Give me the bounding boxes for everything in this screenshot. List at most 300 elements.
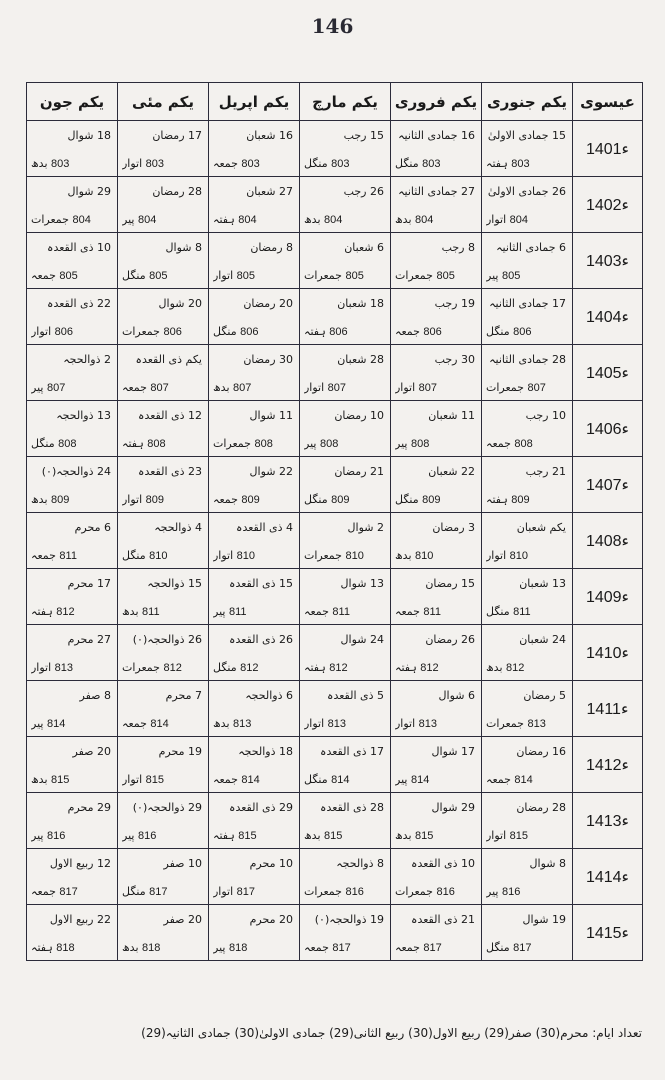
date-cell: [391, 737, 482, 793]
hijri-year-and-weekday: [304, 829, 384, 842]
hijri-year: 803: [511, 158, 530, 170]
table-row: [27, 177, 643, 233]
hijri-date: 17 ذی القعدہ: [320, 745, 384, 758]
weekday: جمعرات: [304, 549, 342, 562]
hijri-date: 4 ذوالحجہ: [154, 521, 202, 534]
hijri-year-and-weekday: [486, 829, 566, 842]
weekday: اتوار: [486, 829, 507, 842]
hijri-date: یکم ذی القعدہ: [135, 353, 202, 366]
hijri-year: 809: [422, 494, 441, 506]
date-cell: [482, 401, 573, 457]
hijri-year: 813: [418, 718, 438, 730]
hijri-date: 21 رمضان: [334, 465, 384, 478]
hijri-date: 7 محرم: [165, 689, 202, 702]
hijri-date: 28 ذی القعدہ: [320, 801, 384, 814]
weekday: ہفتہ: [304, 325, 326, 338]
hijri-year: 804: [509, 214, 529, 226]
date-cell: [118, 457, 209, 513]
date-cell: [300, 289, 391, 345]
hijri-year-and-weekday: [122, 213, 202, 226]
hijri-year: 816: [345, 886, 364, 898]
hijri-date: 29 شوال: [431, 801, 475, 814]
hijri-date: 10 صفر: [163, 857, 202, 870]
hijri-year-and-weekday: [304, 325, 384, 338]
hijri-date: 30 رمضان: [243, 353, 293, 366]
weekday: اتوار: [395, 717, 416, 730]
table-row: [27, 345, 643, 401]
date-cell: [27, 513, 118, 569]
weekday: اتوار: [31, 325, 52, 338]
weekday: جمعرات: [304, 885, 342, 898]
hijri-year: 805: [236, 270, 256, 282]
date-cell: [391, 905, 482, 961]
weekday: منگل: [31, 437, 55, 450]
hijri-year-and-weekday: [304, 773, 384, 786]
hijri-year: 812: [329, 662, 348, 674]
hijri-year-and-weekday: [31, 885, 111, 898]
hijri-year: 808: [58, 438, 77, 450]
weekday: پیر: [486, 885, 499, 898]
weekday: منگل: [486, 605, 510, 618]
hijri-year-and-weekday: [31, 437, 111, 450]
weekday: پیر: [395, 773, 408, 786]
hijri-year: 815: [324, 830, 343, 842]
hijri-date: 12 ربیع الاول: [49, 857, 111, 870]
page-number: 146: [311, 14, 354, 38]
hijri-year: 803: [331, 158, 350, 170]
hijri-date: 15 رمضان: [425, 577, 475, 590]
date-cell: [209, 121, 300, 177]
date-cell: [391, 513, 482, 569]
date-cell: [391, 177, 482, 233]
hijri-date: 28 رمضان: [152, 185, 202, 198]
hijri-date: 10 ذی القعدہ: [47, 241, 111, 254]
hijri-year: 803: [241, 158, 260, 170]
date-cell: [209, 849, 300, 905]
hijri-year-and-weekday: [31, 157, 111, 170]
hijri-year-and-weekday: [122, 885, 202, 898]
hijri-date: 24 شوال: [340, 633, 384, 646]
hijri-year-and-weekday: [31, 717, 111, 730]
date-cell: [209, 289, 300, 345]
hijri-date: 13 شوال: [340, 577, 384, 590]
date-cell: [391, 849, 482, 905]
weekday: جمعہ: [395, 325, 420, 338]
date-cell: [391, 681, 482, 737]
weekday: اتوار: [304, 381, 325, 394]
weekday: بدھ: [213, 381, 230, 394]
date-cell: [391, 121, 482, 177]
hijri-year-and-weekday: [486, 269, 566, 282]
gregorian-year: 1414ء: [573, 849, 643, 905]
date-cell: [300, 457, 391, 513]
date-cell: [482, 345, 573, 401]
table-row: [27, 401, 643, 457]
hijri-year-and-weekday: [213, 381, 293, 394]
hijri-date: 10 ذی القعدہ: [411, 857, 475, 870]
hijri-year-and-weekday: [213, 773, 293, 786]
hijri-date: 18 شعبان: [337, 297, 384, 310]
date-cell: [118, 289, 209, 345]
date-cell: [118, 569, 209, 625]
hijri-year: 807: [46, 382, 66, 394]
hijri-year: 813: [233, 718, 252, 730]
weekday: منگل: [304, 773, 328, 786]
hijri-year-and-weekday: [395, 325, 475, 338]
weekday: بدھ: [31, 773, 48, 786]
hijri-year-and-weekday: [213, 437, 293, 450]
date-cell: [300, 905, 391, 961]
hijri-year: 803: [422, 158, 441, 170]
gregorian-year: 1404ء: [573, 289, 643, 345]
hijri-year-and-weekday: [304, 661, 384, 674]
hijri-date: 21 ذی القعدہ: [411, 913, 475, 926]
table-row: [27, 793, 643, 849]
date-cell: [118, 793, 209, 849]
hijri-year: 807: [233, 382, 252, 394]
weekday: ہفتہ: [486, 493, 508, 506]
weekday: بدھ: [395, 549, 412, 562]
hijri-year: 812: [240, 662, 259, 674]
table-row: [27, 457, 643, 513]
hijri-date: 19 رجب: [434, 297, 475, 310]
hijri-date: 2 شوال: [347, 521, 384, 534]
hijri-year-and-weekday: [486, 157, 566, 170]
hijri-date: 20 رمضان: [243, 297, 293, 310]
date-cell: [300, 793, 391, 849]
weekday: جمعہ: [486, 437, 511, 450]
gregorian-year: 1412ء: [573, 737, 643, 793]
hijri-date: 3 رمضان: [432, 521, 475, 534]
hijri-year-and-weekday: [31, 381, 111, 394]
weekday: پیر: [213, 941, 226, 954]
hijri-year-and-weekday: [213, 549, 293, 562]
weekday: اتوار: [304, 717, 325, 730]
hijri-year: 810: [236, 550, 256, 562]
hijri-date: 15 رجب: [343, 129, 384, 142]
hijri-year: 804: [415, 214, 434, 226]
hijri-year-and-weekday: [122, 437, 202, 450]
hijri-year-and-weekday: [122, 493, 202, 506]
date-cell: [118, 905, 209, 961]
date-cell: [482, 289, 573, 345]
column-header: یکم مئی: [118, 83, 209, 121]
date-cell: [209, 905, 300, 961]
date-cell: [118, 681, 209, 737]
hijri-date: 22 شوال: [249, 465, 293, 478]
hijri-date: 6 محرم: [74, 521, 111, 534]
weekday: منگل: [122, 885, 146, 898]
date-cell: [118, 849, 209, 905]
date-cell: [27, 681, 118, 737]
date-cell: [209, 681, 300, 737]
weekday: جمعہ: [486, 773, 511, 786]
weekday: جمعہ: [122, 381, 147, 394]
weekday: جمعرات: [304, 269, 342, 282]
date-cell: [482, 569, 573, 625]
hijri-year-and-weekday: [213, 605, 293, 618]
weekday: پیر: [31, 829, 44, 842]
weekday: جمعرات: [395, 269, 433, 282]
hijri-date: 15 جمادی الاولیٰ: [487, 129, 566, 142]
weekday: بدھ: [213, 717, 230, 730]
hijri-date: 8 ذوالحجہ: [336, 857, 384, 870]
hijri-year-and-weekday: [486, 213, 566, 226]
date-cell: [27, 177, 118, 233]
weekday: جمعہ: [31, 269, 56, 282]
weekday: منگل: [122, 549, 146, 562]
hijri-year: 808: [514, 438, 533, 450]
weekday: اتوار: [486, 549, 507, 562]
hijri-year: 809: [241, 494, 260, 506]
date-cell: [118, 401, 209, 457]
hijri-year: 809: [331, 494, 350, 506]
weekday: پیر: [122, 213, 135, 226]
hijri-year-and-weekday: [395, 941, 475, 954]
hijri-date: 27 جمادی الثانیہ: [398, 185, 475, 198]
date-cell: [482, 625, 573, 681]
hijri-year: 810: [509, 550, 529, 562]
hijri-year: 811: [59, 550, 77, 562]
weekday: جمعہ: [395, 605, 420, 618]
hijri-year: 813: [527, 718, 546, 730]
date-cell: [391, 457, 482, 513]
weekday: پیر: [31, 717, 44, 730]
weekday: ہفتہ: [304, 661, 326, 674]
weekday: بدھ: [395, 829, 412, 842]
hijri-year: 807: [527, 382, 546, 394]
hijri-year-and-weekday: [395, 773, 475, 786]
date-cell: [482, 177, 573, 233]
weekday: اتوار: [213, 269, 234, 282]
hijri-date: 22 ربیع الاول: [49, 913, 111, 926]
hijri-year: 809: [51, 494, 70, 506]
hijri-year-and-weekday: [213, 325, 293, 338]
date-cell: [391, 401, 482, 457]
hijri-year: 815: [51, 774, 70, 786]
hijri-year: 811: [332, 606, 350, 618]
date-cell: [209, 345, 300, 401]
hijri-year-and-weekday: [31, 493, 111, 506]
weekday: ہفتہ: [31, 941, 53, 954]
column-header: یکم جون: [27, 83, 118, 121]
hijri-date: 13 شعبان: [519, 577, 566, 590]
hijri-year: 805: [149, 270, 168, 282]
weekday: ہفتہ: [122, 437, 144, 450]
hijri-year-and-weekday: [31, 941, 111, 954]
hijri-year-and-weekday: [122, 717, 202, 730]
hijri-date: 19 محرم: [158, 745, 202, 758]
hijri-year-and-weekday: [395, 605, 475, 618]
hijri-date: 26 رجب: [343, 185, 384, 198]
weekday: جمعہ: [395, 941, 420, 954]
hijri-year: 806: [329, 326, 348, 338]
hijri-year-and-weekday: [486, 437, 566, 450]
header-row: [27, 83, 643, 121]
table-row: [27, 625, 643, 681]
hijri-year: 804: [238, 214, 257, 226]
hijri-year-and-weekday: [213, 717, 293, 730]
hijri-date: 6 شعبان: [344, 241, 384, 254]
hijri-year: 810: [149, 550, 168, 562]
hijri-year-and-weekday: [486, 661, 566, 674]
hijri-date: 20 شوال: [158, 297, 202, 310]
hijri-year-and-weekday: [395, 493, 475, 506]
hijri-year-and-weekday: [395, 549, 475, 562]
hijri-year-and-weekday: [486, 325, 566, 338]
hijri-year: 806: [513, 326, 532, 338]
hijri-year: 808: [319, 438, 339, 450]
weekday: منگل: [395, 157, 419, 170]
weekday: اتوار: [122, 773, 143, 786]
hijri-year-and-weekday: [122, 941, 202, 954]
hijri-year-and-weekday: [122, 549, 202, 562]
hijri-year: 803: [145, 158, 165, 170]
weekday: منگل: [213, 325, 237, 338]
weekday: جمعرات: [486, 717, 524, 730]
hijri-date: 8 رجب: [441, 241, 475, 254]
hijri-year: 814: [46, 718, 66, 730]
hijri-year: 815: [145, 774, 165, 786]
weekday: منگل: [486, 325, 510, 338]
hijri-date: 17 محرم: [67, 577, 111, 590]
hijri-date: 29 ذی القعدہ: [229, 801, 293, 814]
hijri-date: 12 ذی القعدہ: [138, 409, 202, 422]
weekday: بدھ: [122, 941, 139, 954]
hijri-date: 18 شوال: [67, 129, 111, 142]
date-cell: [118, 737, 209, 793]
hijri-year: 817: [59, 886, 78, 898]
date-cell: [209, 513, 300, 569]
hijri-date: 16 جمادی الثانیہ: [398, 129, 475, 142]
hijri-year-and-weekday: [395, 885, 475, 898]
hijri-year-and-weekday: [486, 773, 566, 786]
column-header: یکم فروری: [391, 83, 482, 121]
hijri-year-and-weekday: [395, 381, 475, 394]
hijri-date: 5 ذی القعدہ: [327, 689, 384, 702]
hijri-year: 818: [142, 942, 161, 954]
date-cell: [391, 345, 482, 401]
weekday: بدھ: [31, 157, 48, 170]
hijri-year-and-weekday: [122, 661, 202, 674]
date-cell: [482, 849, 573, 905]
date-cell: [209, 233, 300, 289]
hijri-date: 13 ذوالحجہ: [56, 409, 111, 422]
hijri-year-and-weekday: [486, 717, 566, 730]
hijri-year: 808: [147, 438, 166, 450]
weekday: منگل: [486, 941, 510, 954]
date-cell: [482, 513, 573, 569]
weekday: جمعہ: [213, 773, 238, 786]
hijri-year: 815: [509, 830, 529, 842]
weekday: جمعہ: [122, 717, 147, 730]
weekday: منگل: [304, 493, 328, 506]
hijri-year-and-weekday: [304, 941, 384, 954]
hijri-year-and-weekday: [213, 213, 293, 226]
hijri-year-and-weekday: [122, 269, 202, 282]
hijri-date: 11 شعبان: [428, 409, 475, 422]
date-cell: [118, 177, 209, 233]
hijri-year-and-weekday: [304, 269, 384, 282]
hijri-year: 817: [149, 886, 168, 898]
weekday: ہفتہ: [213, 213, 235, 226]
weekday: بدھ: [31, 493, 48, 506]
gregorian-year: 1403ء: [573, 233, 643, 289]
weekday: بدھ: [304, 829, 321, 842]
hijri-year-and-weekday: [31, 549, 111, 562]
date-cell: [118, 345, 209, 401]
hijri-year: 811: [142, 606, 160, 618]
hijri-year-and-weekday: [31, 605, 111, 618]
hijri-year: 814: [410, 774, 430, 786]
weekday: اتوار: [122, 493, 143, 506]
hijri-date: 26 ذی القعدہ: [229, 633, 293, 646]
hijri-date: 24 شعبان: [519, 633, 566, 646]
hijri-year: 816: [436, 886, 455, 898]
date-cell: [27, 457, 118, 513]
hijri-year: 806: [54, 326, 74, 338]
date-cell: [300, 177, 391, 233]
hijri-year: 806: [423, 326, 442, 338]
hijri-year-and-weekday: [304, 213, 384, 226]
date-cell: [209, 793, 300, 849]
hijri-year-and-weekday: [395, 829, 475, 842]
date-cell: [27, 289, 118, 345]
hijri-year-and-weekday: [122, 829, 202, 842]
hijri-year-and-weekday: [122, 773, 202, 786]
table-row: [27, 233, 643, 289]
date-cell: [300, 849, 391, 905]
weekday: بدھ: [395, 213, 412, 226]
date-cell: [300, 401, 391, 457]
hijri-date: 18 ذوالحجہ: [238, 745, 293, 758]
date-cell: [27, 121, 118, 177]
hijri-year-and-weekday: [304, 549, 384, 562]
hijri-year: 805: [345, 270, 364, 282]
gregorian-year: 1407ء: [573, 457, 643, 513]
hijri-date: 8 شوال: [529, 857, 566, 870]
hijri-year: 805: [501, 270, 521, 282]
hijri-year: 817: [236, 886, 256, 898]
table-row: [27, 121, 643, 177]
date-cell: [300, 569, 391, 625]
hijri-date: 27 محرم: [67, 633, 111, 646]
hijri-year-and-weekday: [486, 941, 566, 954]
hijri-year: 812: [420, 662, 439, 674]
table-row: [27, 289, 643, 345]
hijri-date: 2 ذوالحجہ: [63, 353, 111, 366]
hijri-year-and-weekday: [213, 885, 293, 898]
hijri-date: 16 شعبان: [246, 129, 293, 142]
hijri-year: 808: [410, 438, 430, 450]
hijri-year: 804: [72, 214, 91, 226]
gregorian-year: 1402ء: [573, 177, 643, 233]
hijri-year: 815: [415, 830, 434, 842]
hijri-date: 26 رمضان: [425, 633, 475, 646]
hijri-year-and-weekday: [122, 325, 202, 338]
hijri-year: 804: [324, 214, 343, 226]
date-cell: [300, 513, 391, 569]
date-cell: [118, 625, 209, 681]
weekday: پیر: [122, 829, 135, 842]
date-cell: [27, 793, 118, 849]
hijri-date: 8 صفر: [79, 689, 111, 702]
hijri-year: 807: [418, 382, 438, 394]
hijri-date: 30 رجب: [434, 353, 475, 366]
table-row: [27, 681, 643, 737]
hijri-date: 10 رجب: [525, 409, 566, 422]
hijri-date: 22 ذی القعدہ: [47, 297, 111, 310]
